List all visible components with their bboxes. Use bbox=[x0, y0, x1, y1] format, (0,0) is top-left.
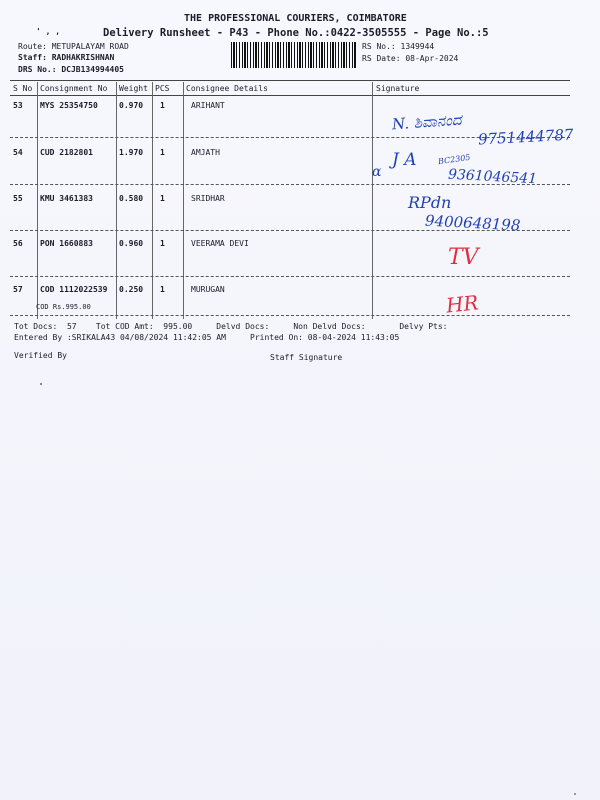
row-pcs: 1 bbox=[160, 101, 165, 110]
col-divider bbox=[116, 82, 117, 319]
table-header-rule bbox=[10, 95, 570, 96]
signature-row56: TV bbox=[448, 245, 479, 270]
rs-date: RS Date: 08-Apr-2024 bbox=[362, 54, 459, 63]
row-rule bbox=[10, 315, 570, 316]
company-title: THE PROFESSIONAL COURIERS, COIMBATORE bbox=[184, 13, 407, 24]
drs-number: DRS No.: DCJB134994405 bbox=[18, 65, 124, 74]
row-pcs: 1 bbox=[160, 194, 165, 203]
speck bbox=[40, 383, 42, 385]
row-consignee: VEERAMA DEVI bbox=[191, 239, 249, 248]
signature-row57: HR bbox=[444, 290, 480, 318]
route-text: Route: METUPALAYAM ROAD bbox=[18, 42, 129, 51]
signature-row54: J A bbox=[392, 150, 417, 170]
runsheet-title: Delivery Runsheet - P43 - Phone No.:0422-3505555 - Page No.:5 bbox=[103, 27, 489, 39]
row-weight: 0.250 bbox=[119, 285, 144, 294]
speck bbox=[574, 793, 576, 795]
row-pcs: 1 bbox=[160, 239, 165, 248]
row-weight: 0.580 bbox=[119, 194, 144, 203]
row-consignment: PON 1660883 bbox=[40, 239, 93, 248]
row-consignee: SRIDHAR bbox=[191, 194, 225, 203]
row-consignment: KMU 3461383 bbox=[40, 194, 93, 203]
col-divider bbox=[372, 82, 373, 319]
col-consignee: Consignee Details bbox=[186, 84, 268, 93]
side-mark: α bbox=[372, 164, 382, 180]
verified-by: Verified By bbox=[14, 351, 67, 360]
staff-text: Staff: RADHAKRISHNAN bbox=[18, 53, 115, 62]
row-consignee: AMJATH bbox=[191, 148, 220, 157]
table-top-rule bbox=[10, 80, 570, 81]
row-consignee: MURUGAN bbox=[191, 285, 225, 294]
col-sno: S No bbox=[13, 84, 33, 93]
staff-signature-label: Staff Signature bbox=[270, 353, 343, 362]
row-consignment: MYS 25354750 bbox=[40, 101, 98, 110]
code-row54: BC2305 bbox=[437, 152, 471, 167]
signature-row55: RPdn bbox=[408, 193, 452, 212]
phone-row53: 9751444787 bbox=[477, 125, 574, 149]
row-pcs: 1 bbox=[160, 285, 165, 294]
row-sno: 56 bbox=[13, 239, 23, 248]
row-rule bbox=[10, 276, 570, 277]
row-sno: 55 bbox=[13, 194, 23, 203]
row-pcs: 1 bbox=[160, 148, 165, 157]
col-weight: Weight bbox=[119, 84, 148, 93]
row-sno: 57 bbox=[13, 285, 23, 294]
rs-number: RS No.: 1349944 bbox=[362, 42, 435, 51]
phone-row55: 9400648198 bbox=[424, 211, 521, 235]
row-sno: 54 bbox=[13, 148, 23, 157]
row-consignment: COD 1112022539 bbox=[40, 285, 108, 294]
entered-by-line: Entered By :SRIKALA43 04/08/2024 11:42:05 AM Printed On: 08-04-2024 11:43:05 bbox=[14, 333, 400, 342]
phone-row54: 9361046541 bbox=[447, 166, 538, 188]
col-consignment: Consignment No bbox=[40, 84, 108, 93]
row-weight: 0.960 bbox=[119, 239, 144, 248]
row-weight: 0.970 bbox=[119, 101, 144, 110]
col-signature: Signature bbox=[376, 84, 420, 93]
row-sno: 53 bbox=[13, 101, 23, 110]
signature-row53: N. ಶಿವಾನಂದ bbox=[391, 110, 463, 134]
barcode bbox=[231, 42, 356, 68]
col-divider bbox=[152, 82, 153, 319]
row-weight: 1.970 bbox=[119, 148, 144, 157]
col-pcs: PCS bbox=[155, 84, 170, 93]
row-cod-amount: COD Rs.995.00 bbox=[36, 303, 91, 311]
totals-line: Tot Docs: 57 Tot COD Amt: 995.00 Delvd Docs: Non Delvd Docs: Delvy Pts: bbox=[14, 322, 448, 331]
row-consignee: ARIHANT bbox=[191, 101, 225, 110]
col-divider bbox=[37, 82, 38, 319]
row-consignment: CUD 2182801 bbox=[40, 148, 93, 157]
corner-mark: ' , , bbox=[36, 27, 61, 36]
col-divider bbox=[183, 82, 184, 319]
